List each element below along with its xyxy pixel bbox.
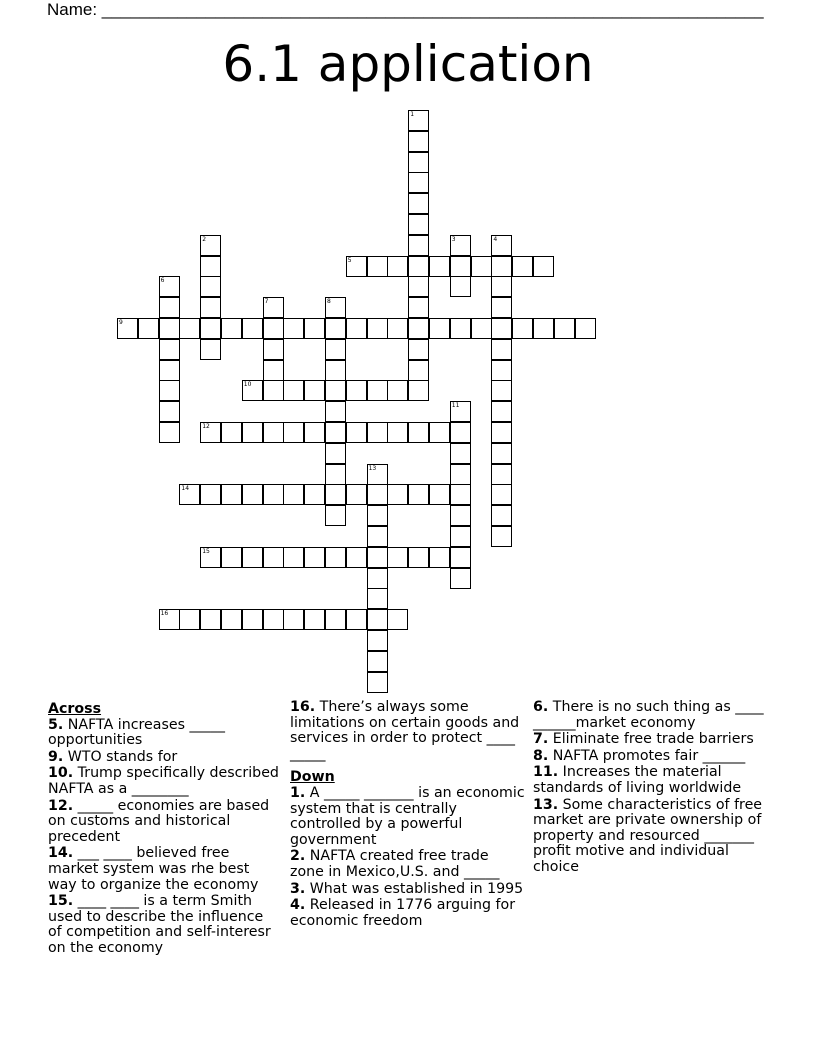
grid-cell[interactable] — [450, 526, 471, 547]
grid-cell[interactable] — [325, 609, 346, 630]
grid-cell[interactable] — [533, 318, 554, 339]
grid-cell[interactable] — [491, 297, 512, 318]
grid-cell[interactable] — [575, 318, 596, 339]
grid-cell[interactable] — [367, 588, 388, 609]
grid-cell[interactable] — [346, 256, 367, 277]
grid-cell[interactable] — [179, 484, 200, 505]
grid-cell[interactable] — [429, 318, 450, 339]
grid-cell[interactable] — [304, 422, 325, 443]
cell-number: 15 — [202, 547, 210, 555]
grid-cell[interactable] — [221, 422, 242, 443]
grid-cell[interactable] — [533, 256, 554, 277]
clue-down-13: 13. Some characteristics of free market are private ownership of property and resourced _______ profit motive and individual choice — [533, 796, 763, 875]
clue-across-10: 10. Trump specifically described NAFTA as a ________ — [48, 765, 279, 797]
clues-column-1 — [48, 700, 280, 958]
grid-cell[interactable] — [408, 360, 429, 381]
grid-cell[interactable] — [325, 339, 346, 360]
clue-down-1: 1. A _____ _______ is an economic system that is centrally controlled by a powerful government — [290, 784, 525, 848]
grid-cell[interactable] — [491, 422, 512, 443]
grid-cell[interactable] — [387, 256, 408, 277]
grid-cell[interactable] — [159, 276, 180, 297]
grid-cell[interactable] — [179, 609, 200, 630]
grid-cell[interactable] — [408, 235, 429, 256]
grid-cell[interactable] — [325, 297, 346, 318]
cell-number: 5 — [347, 256, 352, 264]
grid-cell[interactable] — [325, 547, 346, 568]
grid-cell[interactable] — [346, 380, 367, 401]
clue-across-15: 15. ____ ____ is a term Smith used to describe the influence of competition and self-interesr on the economy — [48, 893, 271, 956]
grid-cell[interactable] — [242, 609, 263, 630]
grid-cell[interactable] — [325, 360, 346, 381]
grid-cell[interactable] — [491, 505, 512, 526]
clue-down-2: 2. NAFTA created free trade zone in Mexico,U.S. and _____ — [290, 848, 500, 880]
grid-cell[interactable] — [242, 318, 263, 339]
down-heading: Down — [290, 769, 335, 786]
clue-down-11: 11. Increases the material standards of living worldwide — [533, 764, 742, 796]
grid-cell[interactable] — [491, 484, 512, 505]
clue-across-12: 12. _____ economies are based on customs and historical precedent — [48, 797, 270, 845]
grid-cell[interactable] — [221, 609, 242, 630]
grid-cell[interactable] — [325, 464, 346, 485]
grid-cell[interactable] — [408, 422, 429, 443]
grid-cell[interactable] — [450, 547, 471, 568]
cell-number: 6 — [160, 277, 165, 285]
grid-cell[interactable] — [512, 318, 533, 339]
grid-cell[interactable] — [263, 484, 284, 505]
grid-cell[interactable] — [429, 256, 450, 277]
grid-cell[interactable] — [367, 380, 388, 401]
grid-cell[interactable] — [242, 484, 263, 505]
grid-cell[interactable] — [346, 422, 367, 443]
cell-number: 8 — [327, 298, 331, 306]
grid-cell[interactable] — [367, 672, 388, 693]
grid-cell[interactable] — [491, 276, 512, 297]
grid-cell[interactable] — [304, 318, 325, 339]
grid-cell[interactable] — [408, 256, 429, 277]
grid-cell[interactable] — [159, 401, 180, 422]
grid-cell[interactable] — [471, 256, 492, 277]
grid-cell[interactable] — [367, 630, 388, 651]
grid-cell[interactable] — [263, 360, 284, 381]
grid-cell[interactable] — [304, 547, 325, 568]
grid-cell[interactable] — [159, 339, 180, 360]
grid-cell[interactable] — [367, 422, 388, 443]
across-heading: Across — [48, 701, 102, 717]
clue-across-5: 5. NAFTA increases _____ opportunities — [48, 716, 225, 749]
grid-cell[interactable] — [263, 547, 284, 568]
grid-cell[interactable] — [304, 484, 325, 505]
clue-down-4: 4. Released in 1776 arguing for economic freedom — [290, 897, 516, 929]
grid-cell[interactable] — [429, 422, 450, 443]
grid-cell[interactable] — [450, 443, 471, 464]
grid-cell[interactable] — [429, 484, 450, 505]
grid-cell[interactable] — [200, 235, 221, 256]
grid-cell[interactable] — [304, 609, 325, 630]
grid-cell[interactable] — [200, 609, 221, 630]
grid-cell[interactable] — [450, 256, 471, 277]
grid-cell[interactable] — [408, 276, 429, 297]
grid-cell[interactable] — [200, 422, 221, 443]
grid-cell[interactable] — [491, 256, 512, 277]
grid-cell[interactable] — [200, 256, 221, 277]
grid-cell[interactable] — [367, 318, 388, 339]
grid-cell[interactable] — [263, 609, 284, 630]
grid-cell[interactable] — [450, 422, 471, 443]
grid-cell[interactable] — [200, 318, 221, 339]
name-field[interactable]: Name: ______________________________________________________________________ — [47, 0, 764, 19]
grid-cell[interactable] — [283, 422, 304, 443]
grid-cell[interactable] — [200, 547, 221, 568]
cell-number: 2 — [202, 235, 207, 243]
grid-cell[interactable] — [387, 547, 408, 568]
grid-cell[interactable] — [117, 318, 138, 339]
cell-number: 3 — [451, 235, 456, 243]
grid-cell[interactable] — [367, 484, 388, 505]
cell-number: 11 — [451, 402, 460, 410]
grid-cell[interactable] — [242, 547, 263, 568]
grid-cell[interactable] — [283, 380, 304, 401]
grid-cell[interactable] — [491, 526, 512, 547]
grid-cell[interactable] — [221, 318, 242, 339]
clue-down-8: 8. NAFTA promotes fair ______ — [533, 747, 746, 764]
grid-cell[interactable] — [408, 110, 429, 131]
grid-cell[interactable] — [367, 651, 388, 672]
grid-cell[interactable] — [450, 568, 471, 589]
grid-cell[interactable] — [367, 256, 388, 277]
grid-cell[interactable] — [346, 318, 367, 339]
page-title: 6.1 application — [222, 35, 594, 93]
grid-cell[interactable] — [200, 339, 221, 360]
clue-down-7: 7. Eliminate free trade barriers — [533, 731, 754, 748]
grid-cell[interactable] — [491, 443, 512, 464]
grid-cell[interactable] — [221, 547, 242, 568]
grid-cell[interactable] — [159, 422, 180, 443]
grid-cell[interactable] — [408, 547, 429, 568]
grid-cell[interactable] — [512, 256, 533, 277]
grid-cell[interactable] — [450, 484, 471, 505]
grid-cell[interactable] — [367, 568, 388, 589]
grid-cell[interactable] — [387, 609, 408, 630]
grid-cell[interactable] — [159, 297, 180, 318]
grid-cell[interactable] — [491, 235, 512, 256]
grid-cell[interactable] — [387, 484, 408, 505]
grid-cell[interactable] — [138, 318, 159, 339]
clues-column-2 — [290, 700, 526, 930]
grid-cell[interactable] — [491, 380, 512, 401]
grid-cell[interactable] — [408, 193, 429, 214]
grid-cell[interactable] — [263, 422, 284, 443]
cell-number: 1 — [410, 111, 415, 118]
cell-number: 12 — [202, 423, 210, 430]
grid-cell[interactable] — [304, 380, 325, 401]
grid-cell[interactable] — [408, 318, 429, 339]
grid-cell[interactable] — [346, 609, 367, 630]
grid-cell[interactable] — [450, 505, 471, 526]
cell-number: 16 — [160, 610, 169, 618]
grid-cell[interactable] — [491, 318, 512, 339]
clue-down-3: 3. What was established in 1995 — [290, 880, 524, 897]
grid-cell[interactable] — [367, 505, 388, 526]
grid-cell[interactable] — [159, 318, 180, 339]
grid-cell[interactable] — [263, 380, 284, 401]
grid-cell[interactable] — [159, 380, 180, 401]
grid-cell[interactable] — [408, 484, 429, 505]
grid-cell[interactable] — [491, 360, 512, 381]
cell-number: 4 — [493, 235, 498, 243]
cell-number: 14 — [181, 485, 190, 493]
grid-cell[interactable] — [491, 401, 512, 422]
grid-cell[interactable] — [429, 547, 450, 568]
grid-cell[interactable] — [325, 484, 346, 505]
grid-cell[interactable] — [325, 443, 346, 464]
grid-cell[interactable] — [387, 318, 408, 339]
grid-cell[interactable] — [408, 297, 429, 318]
grid-cell[interactable] — [408, 131, 429, 152]
grid-cell[interactable] — [367, 464, 388, 485]
grid-cell[interactable] — [491, 464, 512, 485]
grid-cell[interactable] — [408, 152, 429, 173]
grid-cell[interactable] — [387, 422, 408, 443]
clues-column-3 — [533, 700, 765, 877]
grid-cell[interactable] — [450, 318, 471, 339]
grid-cell[interactable] — [408, 380, 429, 401]
grid-cell[interactable] — [263, 339, 284, 360]
grid-cell[interactable] — [159, 360, 180, 381]
cell-number: 13 — [368, 464, 377, 472]
grid-cell[interactable] — [200, 297, 221, 318]
cell-number: 9 — [119, 319, 123, 326]
grid-cell[interactable] — [159, 609, 180, 630]
grid-cell[interactable] — [554, 318, 575, 339]
grid-cell[interactable] — [450, 235, 471, 256]
grid-cell[interactable] — [200, 276, 221, 297]
grid-cell[interactable] — [263, 297, 284, 318]
grid-cell[interactable] — [179, 318, 200, 339]
grid-cell[interactable] — [367, 526, 388, 547]
grid-cell[interactable] — [450, 464, 471, 485]
grid-cell[interactable] — [325, 401, 346, 422]
grid-cell[interactable] — [325, 318, 346, 339]
grid-cell[interactable] — [367, 609, 388, 630]
grid-cell[interactable] — [450, 276, 471, 297]
grid-cell[interactable] — [200, 484, 221, 505]
grid-cell[interactable] — [387, 380, 408, 401]
grid-cell[interactable] — [491, 339, 512, 360]
grid-cell[interactable] — [325, 422, 346, 443]
clue-across-9: 9. WTO stands for — [48, 748, 178, 765]
grid-cell[interactable] — [408, 214, 429, 235]
grid-cell[interactable] — [346, 484, 367, 505]
grid-cell[interactable] — [283, 484, 304, 505]
grid-cell[interactable] — [471, 318, 492, 339]
clue-across-14: 14. ___ ____ believed free market system was rhe best way to organize the economy — [48, 845, 259, 893]
clue-across-16: 16. There’s always some limitations on certain goods and services in order to protect ____ _____ — [290, 699, 520, 762]
grid-cell[interactable] — [283, 318, 304, 339]
grid-cell[interactable] — [242, 422, 263, 443]
cell-number: 10 — [243, 381, 252, 389]
grid-cell[interactable] — [325, 505, 346, 526]
grid-cell[interactable] — [325, 380, 346, 401]
grid-cell[interactable] — [367, 547, 388, 568]
grid-cell[interactable] — [221, 484, 242, 505]
grid-cell[interactable] — [242, 380, 263, 401]
grid-cell[interactable] — [283, 547, 304, 568]
grid-cell[interactable] — [408, 172, 429, 193]
grid-cell[interactable] — [283, 609, 304, 630]
grid-cell[interactable] — [450, 401, 471, 422]
cell-number: 7 — [264, 298, 269, 306]
grid-cell[interactable] — [408, 339, 429, 360]
grid-cell[interactable] — [263, 318, 284, 339]
grid-cell[interactable] — [346, 547, 367, 568]
clue-down-6: 6. There is no such thing as ____ ______market economy — [533, 699, 764, 731]
